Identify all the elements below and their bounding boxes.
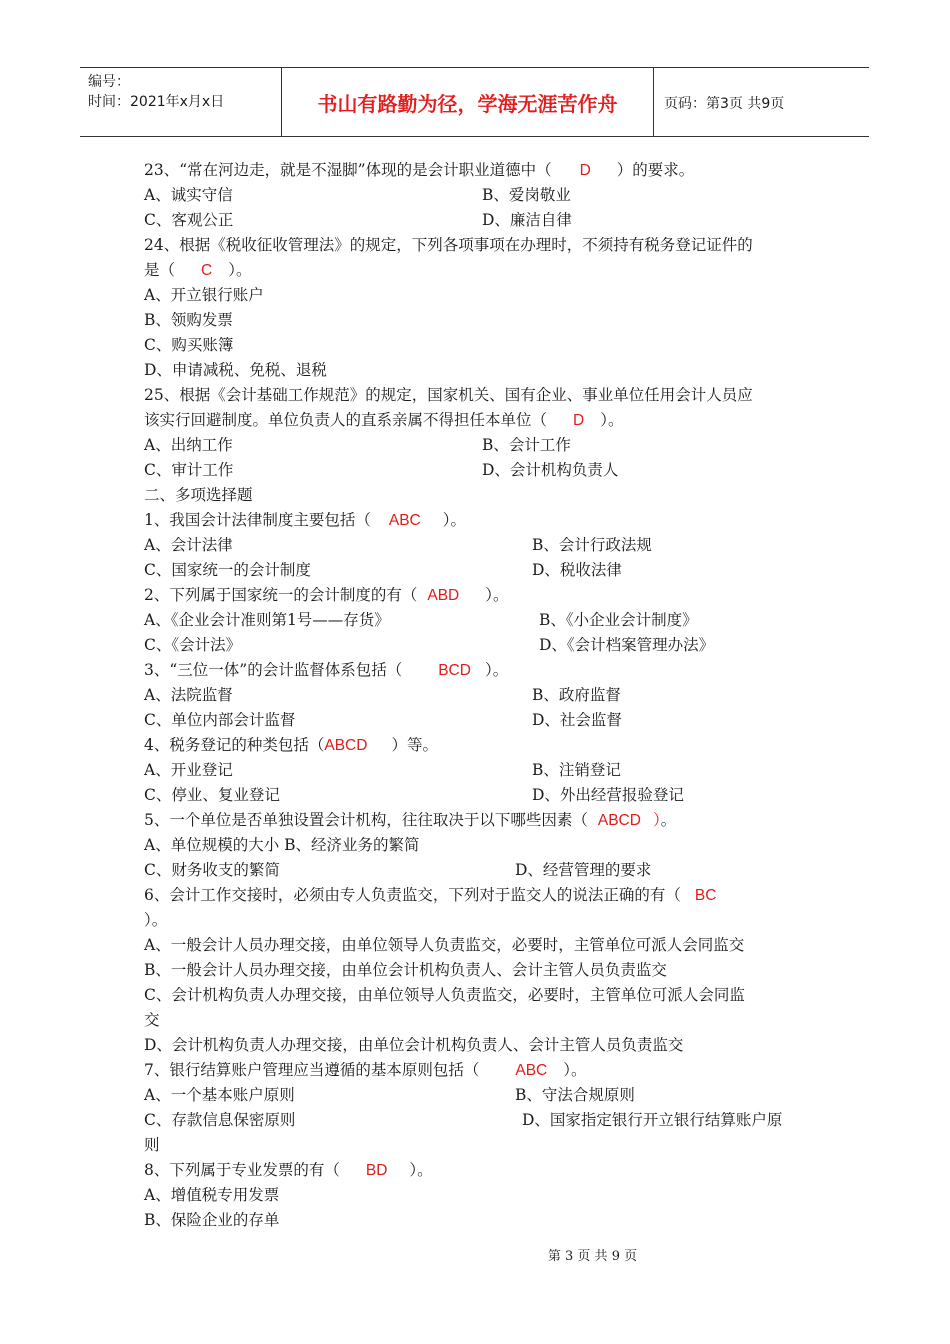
option-row [144, 533, 812, 558]
section-title: 二、多项选择题 [144, 486, 253, 504]
question-text: 8、下列属于专业发票的有（ [144, 1161, 340, 1179]
option-row [144, 458, 812, 483]
question-text: 1、我国会计法律制度主要包括（ [144, 511, 371, 529]
option-d: D、会计机构负责人 [482, 461, 619, 479]
option-b: B、爱岗敬业 [482, 186, 571, 204]
option-row [144, 433, 812, 458]
option-a: A、《企业会计准则第1号——存货》 [144, 611, 390, 629]
document-body [144, 158, 812, 1233]
option-a: A、增值税专用发票 [144, 1186, 280, 1204]
question-text: 5、一个单位是否单独设置会计机构，往往取决于以下哪些因素（ [144, 811, 588, 829]
question-25: 25、根据《会计基础工作规范》的规定，国家机关、国有企业、事业单位任用会计人员应 [144, 386, 753, 404]
option-b: B、一般会计人员办理交接，由单位会计机构负责人、会计主管人员负责监交 [144, 961, 667, 979]
question-text: ）。 [600, 411, 624, 429]
header-motto: 书山有路勤为径，学海无涯苦作舟 [282, 68, 654, 136]
option-c: C、客观公正 [144, 211, 234, 229]
question-text: ）。 [484, 661, 509, 679]
option-a: A、会计法律 [144, 536, 233, 554]
question-m2 [144, 583, 812, 608]
answer-close-paren: ） [652, 812, 661, 829]
option-row [144, 1108, 812, 1133]
option-c: C、审计工作 [144, 461, 234, 479]
option-c: C、单位内部会计监督 [144, 711, 296, 729]
option-c: C、财务收支的繁简 [144, 861, 280, 879]
option-row [144, 708, 812, 733]
option-b: B、保险企业的存单 [144, 1211, 280, 1229]
option-b: B、会计行政法规 [532, 536, 652, 554]
option-b: B、守法合规原则 [515, 1086, 635, 1104]
question-24-cont [144, 258, 812, 283]
answer: ABD [427, 587, 460, 604]
option-c: C、停业、复业登记 [144, 786, 280, 804]
option-a: A、法院监督 [144, 686, 233, 704]
option-row [144, 758, 812, 783]
option-a: A、出纳工作 [144, 436, 233, 454]
option-row [144, 608, 812, 633]
option-c: C、国家统一的会计制度 [144, 561, 311, 579]
option-c-cont: 交 [144, 1011, 160, 1029]
answer: BD [365, 1162, 388, 1179]
option-a: A、一般会计人员办理交接，由单位领导人负责监交，必要时，主管单位可派人会同监交 [144, 936, 745, 954]
answer: BCD [438, 662, 471, 679]
question-m1 [144, 508, 812, 533]
question-text: ）的要求。 [616, 161, 695, 179]
question-m5 [144, 808, 812, 833]
option-a: A、开立银行账户 [144, 286, 264, 304]
answer: BC [694, 887, 717, 904]
answer: D [579, 162, 591, 179]
question-m3 [144, 658, 812, 683]
page-header [80, 67, 869, 137]
question-text: 。 [660, 811, 677, 829]
option-row [144, 783, 812, 808]
option-row [144, 183, 812, 208]
question-m7 [144, 1058, 812, 1083]
question-23 [144, 158, 812, 183]
question-text: 6、会计工作交接时，必须由专人负责监交，下列对于监交人的说法正确的有（ [144, 886, 681, 904]
question-text: 2、下列属于国家统一的会计制度的有（ [144, 586, 418, 604]
option-c: C、购买账簿 [144, 336, 234, 354]
option-row [144, 633, 812, 658]
answer: ABCD [324, 737, 368, 754]
question-text: 3、“三位一体”的会计监督体系包括（ [144, 661, 403, 679]
question-text: ）。 [409, 1161, 433, 1179]
option-row [144, 1083, 812, 1108]
answer: ABCD [597, 812, 641, 829]
question-m6 [144, 883, 812, 908]
time-label: 时间：2021年x月x日 [88, 94, 225, 110]
question-text: ）。 [442, 511, 467, 529]
option-a: A、诚实守信 [144, 186, 233, 204]
question-24: 24、根据《税收征收管理法》的规定，下列各项事项在办理时，不须持有税务登记证件的 [144, 236, 753, 254]
option-b: B、注销登记 [532, 761, 621, 779]
question-text: ）。 [228, 261, 252, 279]
option-d: D、国家指定银行开立银行结算账户原 [522, 1111, 783, 1129]
option-row [144, 683, 812, 708]
question-text: 该实行回避制度。单位负责人的直系亲属不得担任本单位（ [144, 411, 548, 429]
option-a: A、一个基本账户原则 [144, 1086, 295, 1104]
question-m8 [144, 1158, 812, 1183]
option-row [144, 208, 812, 233]
option-d: D、会计机构负责人办理交接，由单位会计机构负责人、会计主管人员负责监交 [144, 1036, 684, 1054]
option-row [144, 558, 812, 583]
question-text: 7、银行结算账户管理应当遵循的基本原则包括（ [144, 1061, 480, 1079]
question-text: ）等。 [391, 736, 438, 754]
number-label: 编号： [88, 74, 130, 90]
option-d: D、外出经营报验登记 [532, 786, 684, 804]
option-c: C、存款信息保密原则 [144, 1111, 296, 1129]
question-text: 4、税务登记的种类包括（ [144, 736, 325, 754]
option-b: B、政府监督 [532, 686, 621, 704]
question-m4 [144, 733, 812, 758]
option-d: D、申请减税、免税、退税 [144, 361, 327, 379]
option-d: D、《会计档案管理办法》 [539, 636, 715, 654]
option-c: C、会计机构负责人办理交接，由单位领导人负责监交，必要时，主管单位可派人会同监 [144, 986, 745, 1004]
question-text: 是（ [144, 261, 176, 279]
option-b: B、《小企业会计制度》 [539, 611, 698, 629]
option-row [144, 858, 812, 883]
option-d: D、社会监督 [532, 711, 622, 729]
header-page-info: 页码：第3页 共9页 [664, 96, 785, 112]
option-row: A、单位规模的大小 B、经济业务的繁简 [144, 836, 420, 854]
option-b: B、会计工作 [482, 436, 571, 454]
answer: C [201, 262, 213, 279]
question-text: ）。 [485, 586, 509, 604]
answer: D [573, 412, 585, 429]
question-text: 23、“常在河边走，就是不湿脚”体现的是会计职业道德中（ [144, 161, 552, 179]
question-25-cont [144, 408, 812, 433]
option-c: C、《会计法》 [144, 636, 242, 654]
answer: ABC [388, 512, 421, 529]
answer: ABC [515, 1062, 548, 1079]
option-d: D、税收法律 [532, 561, 622, 579]
option-a: A、开业登记 [144, 761, 233, 779]
option-d: D、廉洁自律 [482, 211, 572, 229]
question-m6-cont: ）。 [144, 911, 168, 929]
option-b: B、领购发票 [144, 311, 233, 329]
header-meta [80, 68, 282, 136]
question-text: ）。 [563, 1061, 587, 1079]
option-d: D、经营管理的要求 [515, 861, 652, 879]
option-d-cont: 则 [144, 1136, 160, 1154]
page-footer: 第 3 页 共 9 页 [547, 1249, 638, 1264]
